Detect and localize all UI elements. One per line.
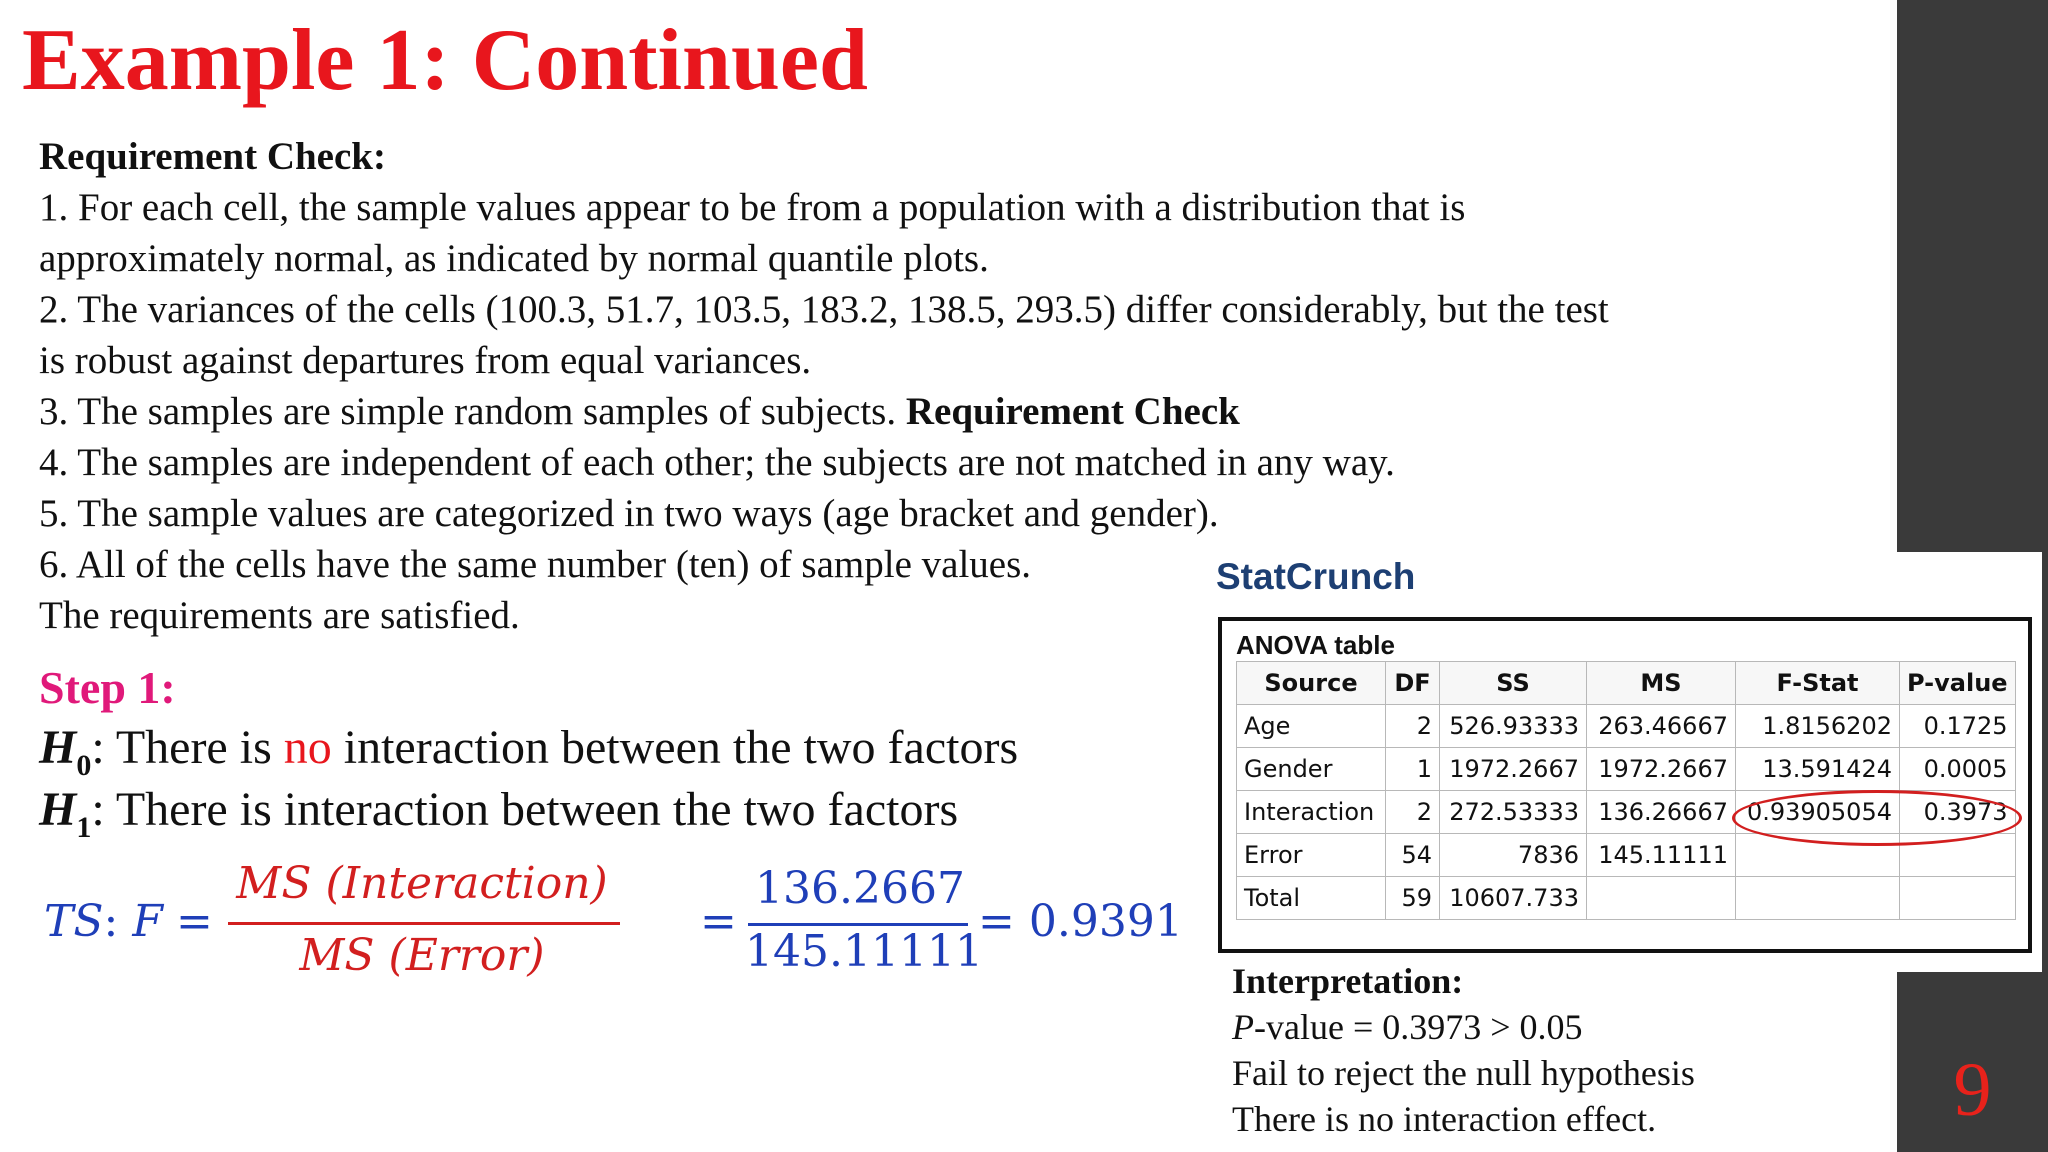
interpretation	[1232, 958, 1695, 1142]
table-row	[1237, 877, 2016, 920]
cell-ss: 7836	[1440, 834, 1587, 877]
cell-ms: 136.26667	[1587, 791, 1736, 834]
cell-df: 1	[1386, 748, 1440, 791]
step1-label: Step 1:	[39, 662, 176, 713]
cell-source: Age	[1237, 705, 1386, 748]
column-header: P-value	[1900, 662, 2016, 705]
column-header: MS	[1587, 662, 1736, 705]
requirement-text: 3. The samples are simple random samples of subjects.	[39, 390, 906, 433]
h1-text: : There is interaction between the two factors	[91, 783, 959, 836]
fraction-numerator: MS (Interaction)	[236, 858, 608, 909]
cell-source: Interaction	[1237, 791, 1386, 834]
requirement-line: 5. The sample values are categorized in two ways (age bracket and gender).	[39, 492, 1219, 535]
interpretation-decision: Fail to reject the null hypothesis	[1232, 1053, 1695, 1093]
cell-fstat: 13.591424	[1736, 748, 1900, 791]
requirement-check-inline: Requirement Check	[905, 390, 1240, 433]
cell-ss: 526.93333	[1440, 705, 1587, 748]
interpretation-heading: Interpretation:	[1232, 961, 1464, 1001]
requirement-line: 4. The samples are independent of each other; the subjects are not matched in any way.	[39, 441, 1395, 484]
requirement-line-3	[39, 386, 1839, 437]
test-statistic-lhs	[44, 895, 163, 949]
equals-sign-2: =	[700, 896, 737, 947]
pvalue-text: -value = 0.3973 > 0.05	[1254, 1007, 1583, 1047]
cell-pvalue	[1900, 877, 2016, 920]
requirement-line: 6. All of the cells have the same number (ten) of sample values.	[39, 543, 1032, 586]
column-header: F-Stat	[1736, 662, 1900, 705]
fraction-denominator: MS (Error)	[299, 930, 545, 981]
h0-text-post: interaction between the two factors	[331, 721, 1019, 774]
h1-symbol: H	[39, 783, 77, 836]
cell-fstat-highlighted: 0.93905054	[1736, 791, 1900, 834]
ts-separator: :	[103, 896, 133, 947]
slide-title: Example 1: Continued	[22, 12, 868, 109]
column-header: Source	[1237, 662, 1386, 705]
h0-emphasis: no	[283, 721, 332, 774]
h1-subscript: 1	[76, 811, 92, 844]
cell-ss: 10607.733	[1440, 877, 1587, 920]
cell-ms: 1972.2667	[1587, 748, 1736, 791]
cell-df: 59	[1386, 877, 1440, 920]
requirement-line: is robust against departures from equal variances.	[39, 339, 812, 382]
alternative-hypothesis	[39, 780, 958, 858]
cell-df: 2	[1386, 705, 1440, 748]
anova-table-box	[1218, 617, 2032, 953]
f-result: = 0.9391	[978, 896, 1183, 947]
cell-ms: 263.46667	[1587, 705, 1736, 748]
ts-label: TS	[44, 896, 104, 947]
h0-symbol: H	[39, 721, 77, 774]
requirement-conclusion: The requirements are satisfied.	[39, 594, 520, 637]
table-row	[1237, 705, 2016, 748]
requirement-line: 2. The variances of the cells (100.3, 51.7, 103.5, 183.2, 138.5, 293.5) differ considerably, but the test	[39, 288, 1609, 331]
cell-ss: 1972.2667	[1440, 748, 1587, 791]
cell-ss: 272.53333	[1440, 791, 1587, 834]
cell-ms	[1587, 877, 1736, 920]
column-header: SS	[1440, 662, 1587, 705]
cell-source: Gender	[1237, 748, 1386, 791]
table-row	[1237, 748, 2016, 791]
h0-subscript: 0	[76, 749, 92, 782]
h0-text-pre: : There is	[91, 721, 284, 774]
equals-sign: =	[176, 896, 213, 947]
anova-table-title: ANOVA table	[1236, 630, 1395, 660]
cell-fstat: 1.8156202	[1736, 705, 1900, 748]
requirement-heading: Requirement Check:	[39, 135, 386, 178]
page-number: 9	[1953, 1048, 1992, 1132]
cell-pvalue-highlighted: 0.3973	[1900, 791, 2016, 834]
statcrunch-logo: StatCrunch	[1216, 556, 1416, 597]
cell-source: Total	[1237, 877, 1386, 920]
table-header-row	[1237, 662, 2016, 705]
cell-pvalue: 0.1725	[1900, 705, 2016, 748]
interpretation-conclusion: There is no interaction effect.	[1232, 1099, 1657, 1139]
cell-ms: 145.11111	[1587, 834, 1736, 877]
cell-fstat	[1736, 877, 1900, 920]
denominator-value: 145.11111	[745, 926, 983, 977]
requirement-line: approximately normal, as indicated by normal quantile plots.	[39, 237, 989, 280]
highlight-circle	[1732, 790, 2022, 846]
f-variable: F	[132, 896, 163, 947]
cell-df: 54	[1386, 834, 1440, 877]
interpretation-pvalue	[1232, 1004, 1695, 1050]
cell-source: Error	[1237, 834, 1386, 877]
numerator-value: 136.2667	[755, 863, 965, 914]
fraction-bar	[228, 922, 620, 925]
requirement-line: 1. For each cell, the sample values appear to be from a population with a distribution that is	[39, 186, 1466, 229]
column-header: DF	[1386, 662, 1440, 705]
cell-df: 2	[1386, 791, 1440, 834]
cell-pvalue: 0.0005	[1900, 748, 2016, 791]
pvalue-variable: P	[1232, 1007, 1254, 1047]
